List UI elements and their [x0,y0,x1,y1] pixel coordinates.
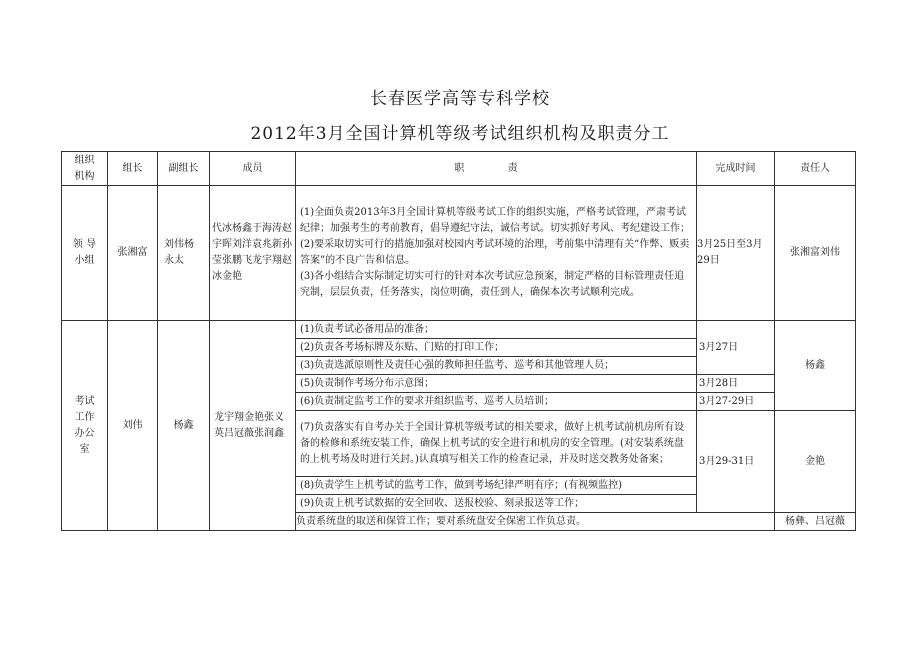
time-cell: 3月25日至3月29日 [697,186,775,321]
leader-cell: 张湘富 [108,186,158,321]
header-time: 完成时间 [697,152,775,186]
header-row [62,152,856,186]
members-cell: 代冰杨鑫于海涛赵宇晖刘洋袁兆新孙莹张鹏飞龙宇翔赵冰金艳 [210,186,296,321]
members-cell: 龙宇翔金艳张义英吕冠薇张润鑫 [210,321,296,531]
header-org: 组织机构 [62,152,108,186]
duty-table [61,151,856,531]
time-cell: 3月27-29日 [697,393,775,411]
table-row [62,186,856,321]
duty-item: (1)全面负责2013年3月全国计算机等级考试工作的组织实施，严格考试管理，严肃考试纪律；加强考生的考前教育，倡导遵纪守法，诚信考试。切实抓好考风、考纪建设工作； [300,207,690,234]
leader-cell: 刘伟 [108,321,158,531]
duty-item: 负责系统盘的取送和保管工作；要对系统盘安全保密工作负总责。 [296,513,775,531]
duty-item: (3)负责选派原则性及责任心强的教师担任监考、巡考和其他管理人员； [296,357,697,375]
person-cell: 张湘富刘伟 [775,186,856,321]
duty-item: (2)负责各考场标牌及东贴、门贴的打印工作； [296,339,697,357]
duty-item: (2)要采取切实可行的措施加强对校园内考试环境的治理，考前集中清理有关“作弊、贩卖答案”的不良广告和信息。 [300,239,690,266]
time-cell: 3月29-31日 [697,411,775,513]
header-leader: 组长 [108,152,158,186]
duty-item: (3)各小组结合实际制定切实可行的针对本次考试应急预案，制定严格的目标管理责任追究制，层层负责，任务落实，岗位明确，责任到人，确保本次考试顺利完成。 [300,271,685,298]
duty-item: (6)负责制定监考工作的要求并组织监考、巡考人员培训； [296,393,697,411]
duty-item: (7)负责落实有自考办关于全国计算机等级考试的相关要求，做好上机考试前机房所有设备的检修和系统安装工作，确保上机考试的安全进行和机房的安全管理。(对安装系统盘的上机考场及时进行关封。)认真填写相关工作的检查记录，并及时送交教务处备案； [296,411,697,477]
deputy-cell: 刘伟杨永太 [158,186,210,321]
duty-item: (8)负责学生上机考试的监考工作，做到考场纪律严明有序；(有视频监控) [296,477,697,495]
person-cell: 杨鑫 [775,321,856,411]
document-title: 长春医学高等专科学校 [370,89,550,109]
time-cell: 3月28日 [697,375,775,393]
duty-item: (5)负责制作考场分布示意图； [296,375,697,393]
deputy-cell: 杨鑫 [158,321,210,531]
document-subtitle: 2012年3月全国计算机等级考试组织机构及职责分工 [250,124,670,144]
duty-item: (9)负责上机考试数据的安全回收、送报校验、刻录报送等工作； [296,495,697,513]
header-duties: 职 责 [296,152,697,186]
org-cell: 领 导 小组 [62,186,108,321]
person-cell: 金艳 [775,411,856,513]
time-cell: 3月27日 [697,321,775,375]
header-members: 成员 [210,152,296,186]
table-row [62,321,856,339]
duty-item: (1)负责考试必备用品的准备； [296,321,697,339]
header-person: 责任人 [775,152,856,186]
duties-cell [296,186,697,321]
org-cell: 考试工作办公室 [62,321,108,531]
person-cell: 杨彝、吕冠薇 [775,513,856,531]
header-deputy: 副组长 [158,152,210,186]
